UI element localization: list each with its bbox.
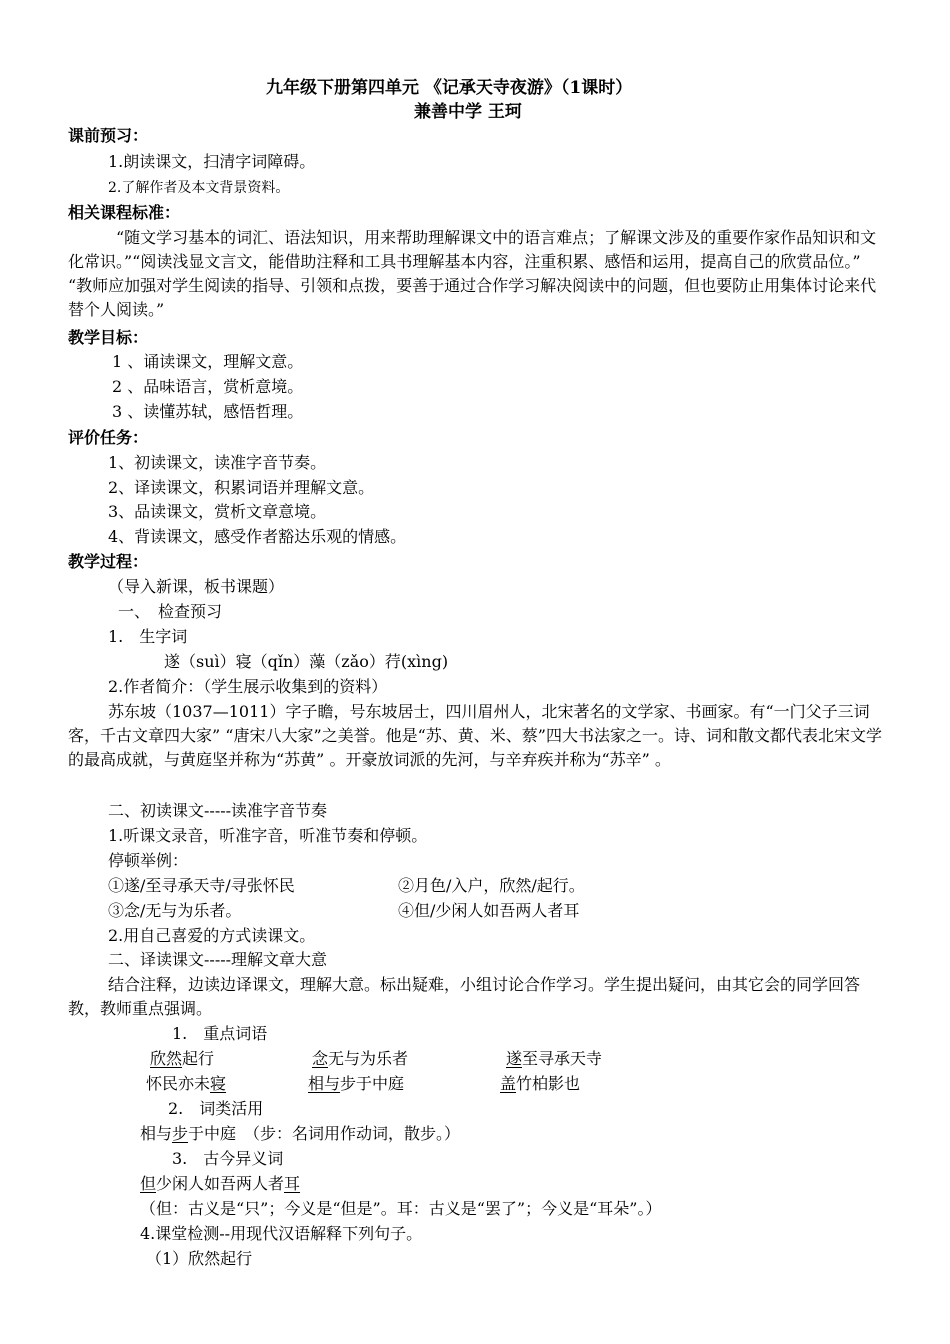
task-item-1: 1、初读课文，读准字音节奏。 bbox=[108, 453, 327, 472]
ancient-modern-note: （但：古义是“只”；今义是“但是”。耳：古义是“罢了”；今义是“耳朵”。） bbox=[140, 1199, 662, 1218]
first-read-step-1: 1.听课文录音，听准字音，听准节奏和停顿。 bbox=[108, 826, 428, 845]
keyword-underlined: 耳 bbox=[284, 1174, 301, 1193]
first-read-step-2: 2.用自己喜爱的方式读课文。 bbox=[108, 926, 316, 945]
goal-item-3: 3 、读懂苏轼，感悟哲理。 bbox=[112, 402, 304, 421]
keyword-item: 盖竹柏影也 bbox=[500, 1074, 581, 1093]
tasks-heading: 评价任务： bbox=[68, 428, 149, 447]
preview-item-2: 2.了解作者及本文背景资料。 bbox=[108, 180, 290, 196]
keyword-underlined: 相与 bbox=[308, 1074, 341, 1093]
pause-example-2: ②月色/入户，欣然/起行。 bbox=[398, 876, 585, 895]
author-bio: 苏东坡（1037—1011）字子瞻，号东坡居士，四川眉州人，北宋著名的文学家、书画家。有“一门父子三词客，千古文章四大家” “唐宋八大家”之美誉。他是“苏、黄、米、蔡”四大书法家之一。诗、词和散文都代表北宋文学的最高成就，与黄庭坚并称为“苏黄” 。开豪放词派的先河，与辛弃疾并称为“苏辛” 。 bbox=[68, 702, 882, 769]
subsection-author: 2.作者简介：（学生展示收集到的资料） bbox=[108, 677, 388, 696]
process-intro: （导入新课，板书课题） bbox=[108, 577, 285, 596]
goals-heading: 教学目标： bbox=[68, 328, 149, 347]
keyword-underlined: 遂 bbox=[506, 1049, 523, 1068]
standard-text: “随文学习基本的词汇、语法知识，用来帮助理解课文中的语言难点；了解课文涉及的重要作家作品知识和文化常识。”“阅读浅显文言文，能借助注释和工具书理解基本内容，注重积累、感悟和运用，提高自己的欣赏品位。” “教师应加强对学生阅读的指导、引领和点拨，要善于通过合作学习解决阅读中的问题，但也要防止用集体讨论来代替个人阅读。” bbox=[68, 228, 877, 319]
keyword-item: 相与步于中庭 bbox=[308, 1074, 405, 1093]
task-item-3: 3、品读课文，赏析文章意境。 bbox=[108, 502, 327, 521]
goal-item-1: 1 、诵读课文，理解文意。 bbox=[112, 352, 304, 371]
word-class-example: 相与步于中庭 （步：名词用作动词，散步。） bbox=[140, 1124, 461, 1143]
process-heading: 教学过程： bbox=[68, 552, 149, 571]
standard-heading: 相关课程标准： bbox=[68, 203, 181, 222]
task-item-4: 4、背读课文，感受作者豁达乐观的情感。 bbox=[108, 527, 407, 546]
keyword-item: 念无与为乐者 bbox=[312, 1049, 409, 1068]
keywords-heading: 1. 重点词语 bbox=[172, 1024, 268, 1043]
ancient-modern-heading: 3. 古今异义词 bbox=[172, 1149, 284, 1168]
task-item-2: 2、译读课文，积累词语并理解文意。 bbox=[108, 478, 375, 497]
pause-example-4: ④但/少闲人如吾两人者耳 bbox=[398, 901, 580, 920]
translate-text: 结合注释，边读边译课文，理解大意。标出疑难，小组讨论合作学习。学生提出疑问，由其它会的同学回答教，教师重点强调。 bbox=[68, 975, 861, 1018]
keyword-item: 怀民亦未寝 bbox=[146, 1074, 227, 1093]
pause-label: 停顿举例： bbox=[108, 851, 189, 870]
preview-item-1: 1.朗读课文，扫清字词障碍。 bbox=[108, 152, 316, 171]
doc-title: 九年级下册第四单元 《记承天寺夜游》（1课时） bbox=[266, 78, 633, 98]
keyword-underlined: 念 bbox=[312, 1049, 329, 1068]
pause-example-3: ③念/无与为乐者。 bbox=[108, 901, 242, 920]
section-translate: 二、译读课文-----理解文章大意 bbox=[108, 950, 328, 969]
keyword-item: 欣然起行 bbox=[150, 1049, 215, 1068]
keyword-underlined: 步 bbox=[172, 1124, 189, 1143]
preview-heading: 课前预习： bbox=[68, 126, 149, 145]
goal-item-2: 2 、品味语言，赏析意境。 bbox=[112, 377, 304, 396]
keyword-underlined: 寝 bbox=[210, 1074, 227, 1093]
keyword-underlined: 欣然 bbox=[150, 1049, 183, 1068]
class-check-heading: 4.课堂检测--用现代汉语解释下列句子。 bbox=[140, 1224, 423, 1243]
keyword-underlined: 盖 bbox=[500, 1074, 517, 1093]
keyword-underlined: 但 bbox=[140, 1174, 157, 1193]
subsection-vocab: 1. 生字词 bbox=[108, 627, 188, 646]
word-class-heading: 2. 词类活用 bbox=[168, 1099, 264, 1118]
class-check-item-1: （1）欣然起行 bbox=[146, 1249, 253, 1268]
section-first-read: 二、初读课文-----读准字音节奏 bbox=[108, 801, 328, 820]
ancient-modern-example: 但少闲人如吾两人者耳 bbox=[140, 1174, 301, 1193]
keyword-item: 遂至寻承天寺 bbox=[506, 1049, 603, 1068]
pinyin-line: 遂（suì）寝（qǐn）藻（zǎo）荇(xìng) bbox=[164, 652, 449, 671]
doc-author: 兼善中学 王珂 bbox=[414, 102, 522, 122]
pause-example-1: ①遂/至寻承天寺/寻张怀民 bbox=[108, 876, 295, 895]
section-check-preview: 一、 检查预习 bbox=[118, 602, 223, 621]
